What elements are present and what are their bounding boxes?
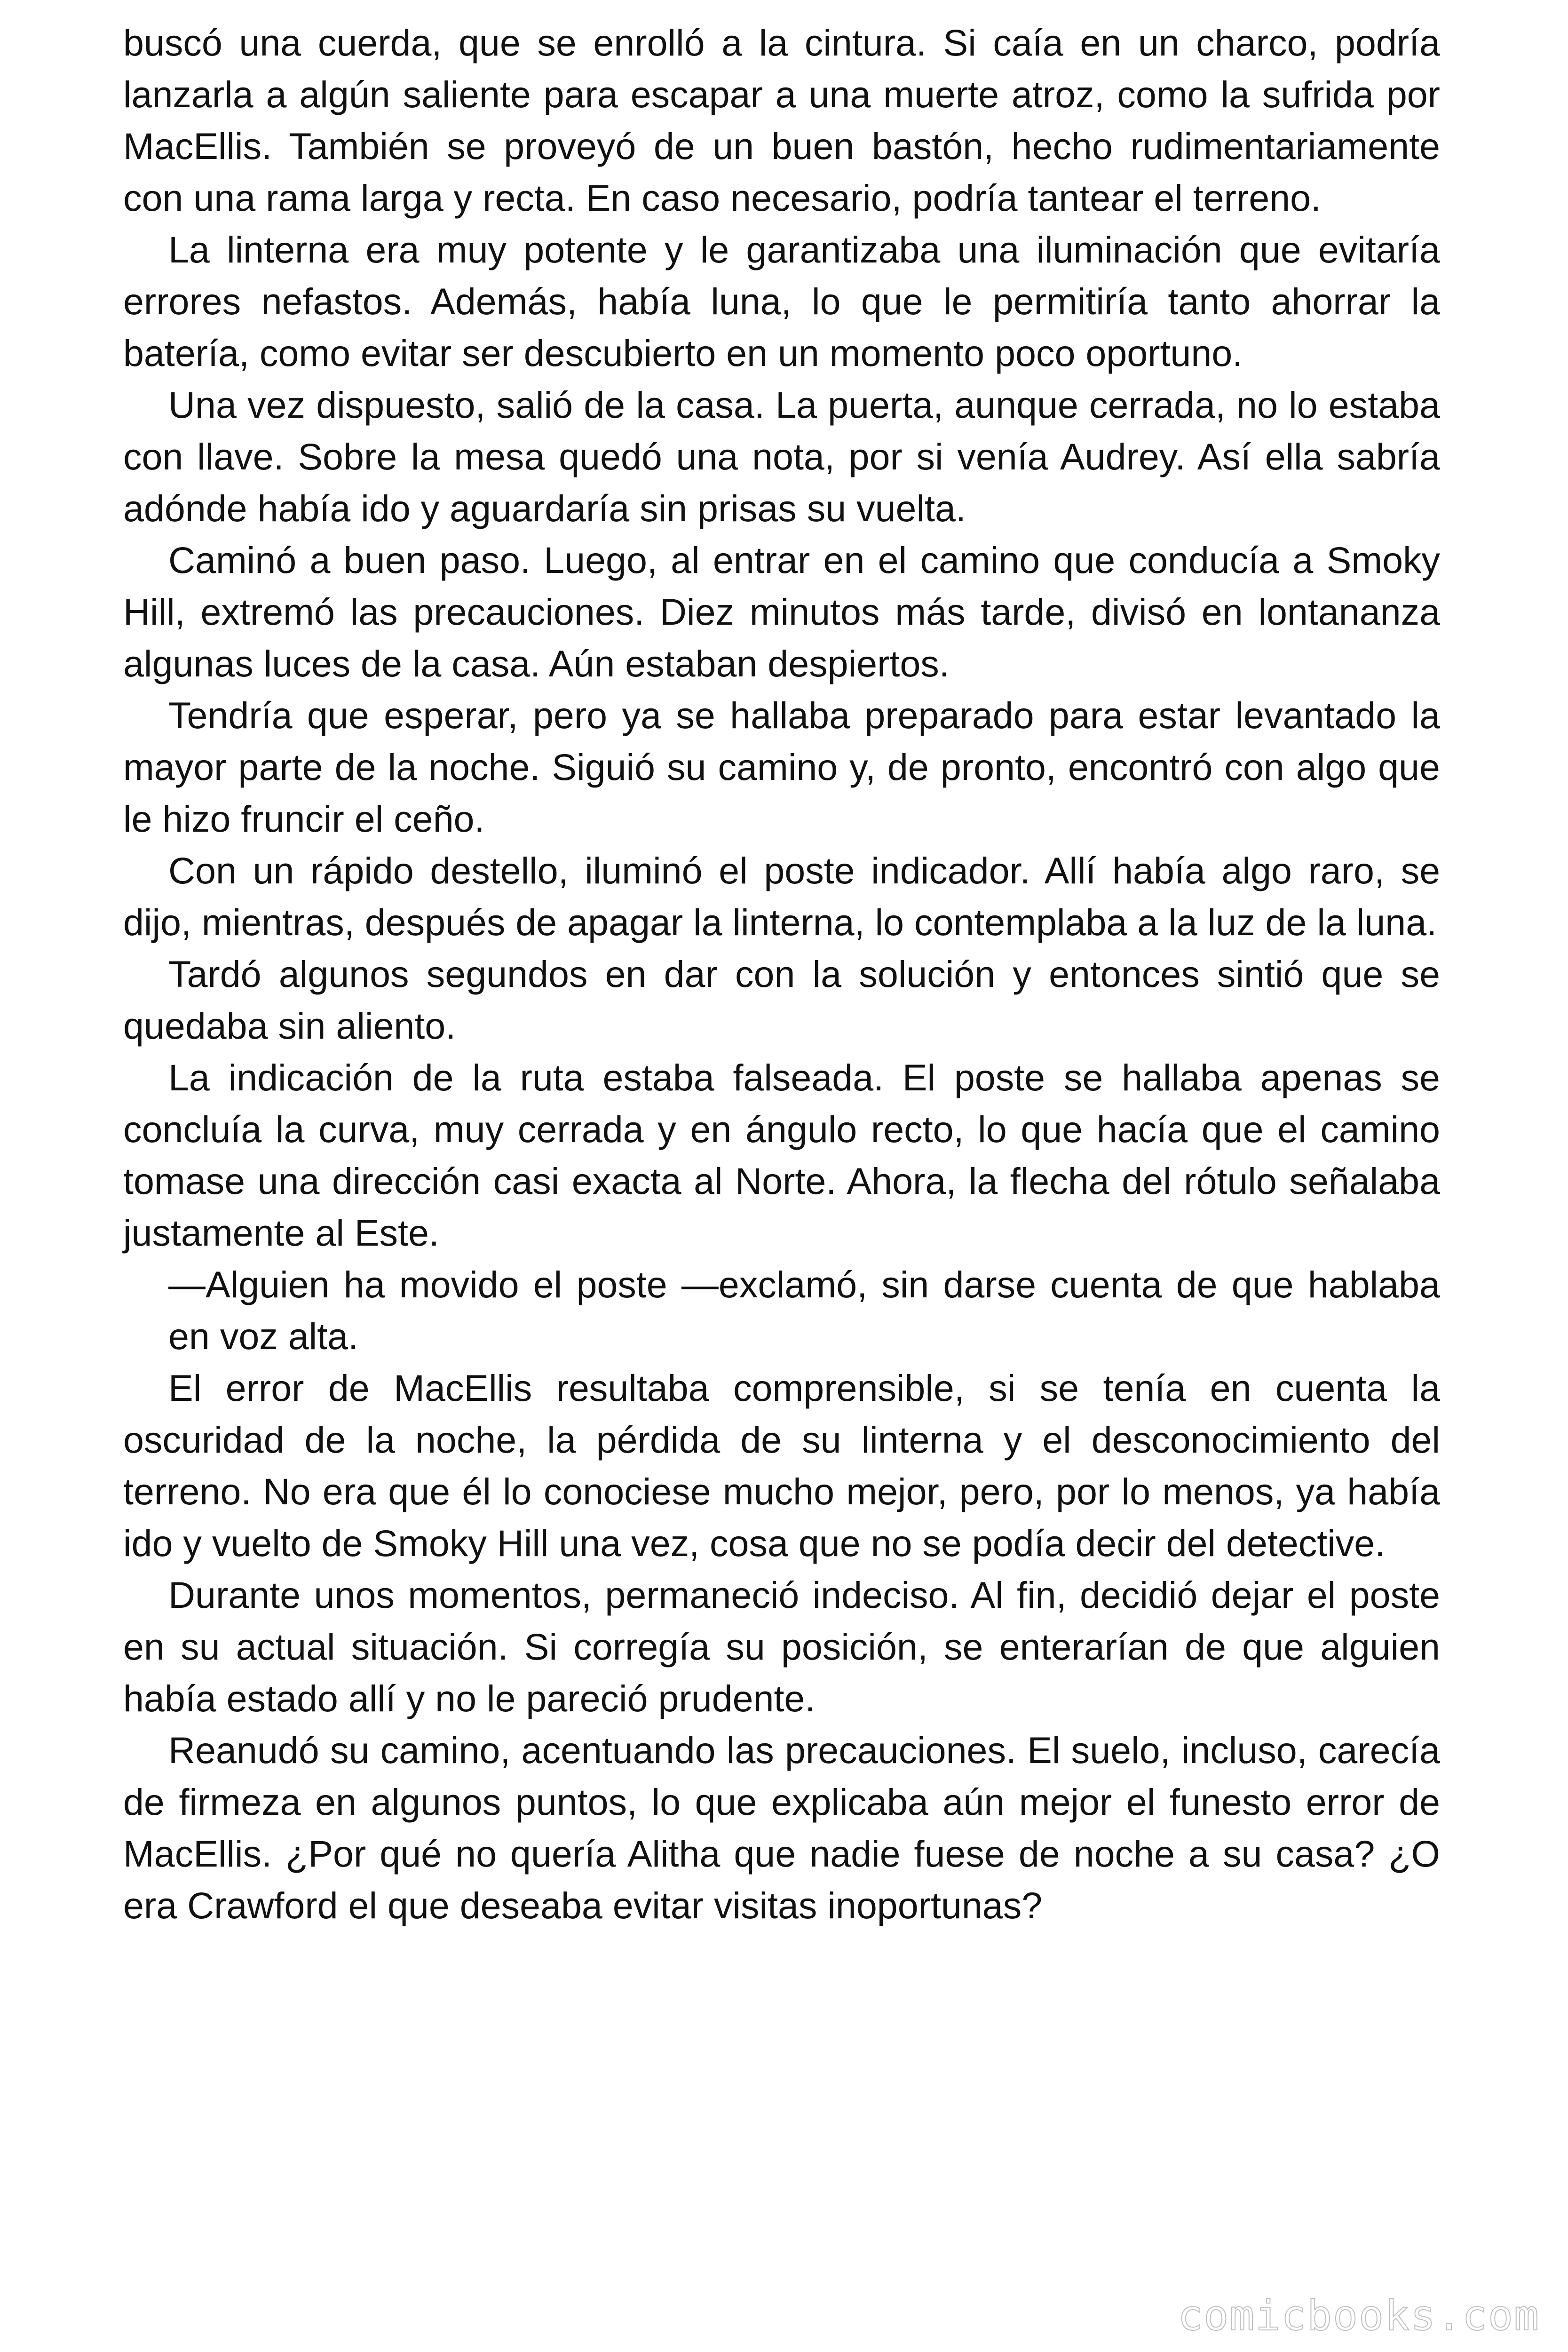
- paragraph: Una vez dispuesto, salió de la casa. La puerta, aunque cerrada, no lo estaba con llave. Sobre la mesa quedó una nota, por si venía Audrey. Así ella sabría adónde había ido y aguardaría sin prisas su vuelta.: [123, 384, 1440, 529]
- paragraph: Con un rápido destello, iluminó el poste indicador. Allí había algo raro, se dijo, mientras, después de apagar la linterna, lo contemplaba a la luz de la luna.: [123, 850, 1440, 943]
- paragraph: Reanudó su camino, acentuando las precauciones. El suelo, incluso, carecía de firmeza en algunos puntos, lo que explicaba aún mejor el funesto error de MacEllis. ¿Por qué no quería Alitha que nadie fuese de noche a su casa? ¿O era Crawford el que deseaba evitar visitas inoportunas?: [123, 1729, 1440, 1926]
- paragraph: Durante unos momentos, permaneció indeciso. Al fin, decidió dejar el poste en su actual situación. Si corregía su posición, se enterarían de que alguien había estado allí y no le pareció prudente.: [123, 1574, 1440, 1719]
- paragraph: La indicación de la ruta estaba falseada. El poste se hallaba apenas se concluía la curva, muy cerrada y en ángulo recto, lo que hacía que el camino tomase una dirección casi exacta al Norte. Ahora, la flecha del rótulo señalaba justamente al Este.: [123, 1057, 1440, 1254]
- body-text: [123, 17, 1440, 1931]
- dialogue-paragraph: —Alguien ha movido el poste —exclamó, sin darse cuenta de que hablaba en voz alta.: [168, 1263, 1440, 1357]
- paragraph: La linterna era muy potente y le garantizaba una iluminación que evitaría errores nefastos. Además, había luna, lo que le permitiría tanto ahorrar la batería, como evitar ser descubierto en un momento poco oportuno.: [123, 229, 1440, 374]
- paragraph: Caminó a buen paso. Luego, al entrar en el camino que conducía a Smoky Hill, extremó las precauciones. Diez minutos más tarde, divisó en lontananza algunas luces de la casa. Aún estaban despiertos.: [123, 539, 1440, 684]
- paragraph: Tendría que esperar, pero ya se hallaba preparado para estar levantado la mayor parte de la noche. Siguió su camino y, de pronto, encontró con algo que le hizo fruncir el ceño.: [123, 694, 1440, 840]
- paragraph: El error de MacEllis resultaba comprensible, si se tenía en cuenta la oscuridad de la noche, la pérdida de su linterna y el desconocimiento del terreno. No era que él lo conociese mucho mejor, pero, por lo menos, ya había ido y vuelto de Smoky Hill una vez, cosa que no se podía decir del detective.: [123, 1367, 1440, 1564]
- watermark-logo: comicbooks.com: [1178, 2291, 1540, 2340]
- paragraph: buscó una cuerda, que se enrolló a la cintura. Si caía en un charco, podría lanzarla a algún saliente para escapar a una muerte atroz, como la sufrida por MacEllis. También se proveyó de un buen bastón, hecho rudimentariamente con una rama larga y recta. En caso necesario, podría tantear el terreno.: [123, 22, 1440, 219]
- paragraph: Tardó algunos segundos en dar con la solución y entonces sintió que se quedaba sin aliento.: [123, 953, 1440, 1047]
